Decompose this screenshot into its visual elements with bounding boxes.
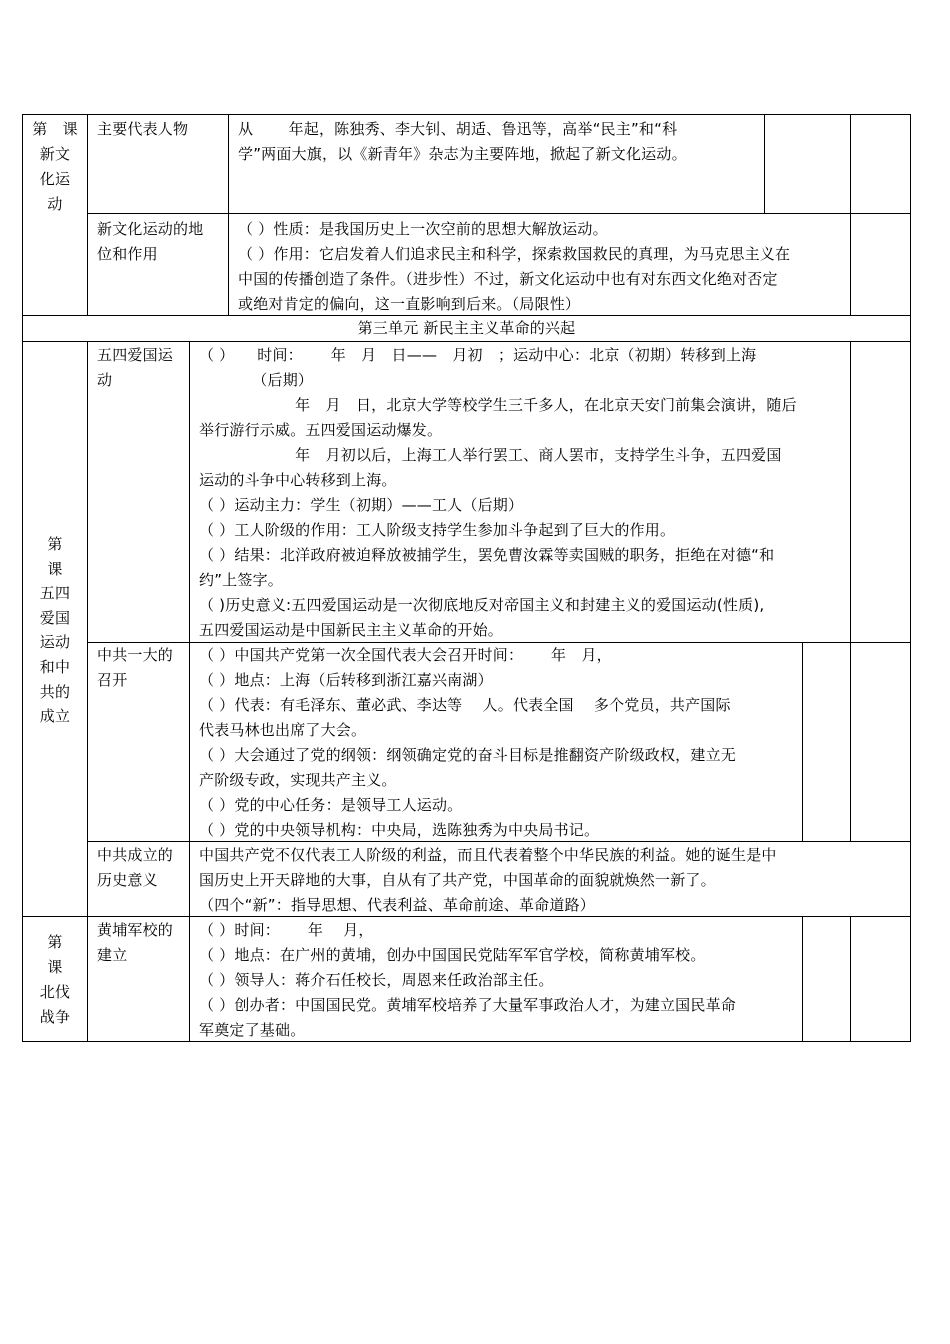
content-line: 举行游行示威。五四爱国运动爆发。 <box>199 421 443 439</box>
content-line: 代表马林也出席了大会。 <box>199 721 367 739</box>
content-line: 学”两面大旗，以《新青年》杂志为主要阵地，掀起了新文化运动。 <box>238 145 687 163</box>
topic-content-representatives <box>238 117 687 167</box>
lesson-label-line: 化运 <box>39 170 71 188</box>
topic-title-cpc-significance <box>97 843 173 893</box>
content-line: 或绝对肯定的偏向，这一直影响到后来。（局限性） <box>238 295 581 313</box>
lesson-label-line: 五四 <box>39 584 71 603</box>
column-divider <box>228 114 229 316</box>
title-line: 中共一大的 <box>97 646 174 664</box>
content-line: 年 月初以后，上海工人举行罢工、商人罢市，支持学生斗争，五四爱国 <box>199 446 782 464</box>
content-line: （ ）党的中心任务：是领导工人运动。 <box>199 796 463 814</box>
content-line: （四个“新”：指导思想、代表利益、革命前途、革命道路） <box>199 896 595 914</box>
row-divider <box>88 213 911 214</box>
topic-title-representatives: 主要代表人物 <box>97 120 189 138</box>
title-line: 新文化运动的地 <box>97 220 204 238</box>
lesson-label-line: 课 <box>47 559 63 578</box>
title-line: 中共成立的 <box>97 846 174 864</box>
content-line: （ ）代表：有毛泽东、董必武、李达等 人。代表全国 多个党员，共产国际 <box>199 696 731 714</box>
topic-title-status-role <box>97 217 203 267</box>
title-line: 建立 <box>97 946 128 964</box>
lesson-label-line: 课 <box>47 958 63 976</box>
lesson-label-may-fourth <box>22 532 88 729</box>
content-line: （ ）领导人：蒋介石任校长，周恩来任政治部主任。 <box>199 971 554 989</box>
row-divider <box>22 341 911 342</box>
lesson-label-new-culture <box>22 117 88 217</box>
content-line: （ ）地点：上海（后转移到浙江嘉兴南湖） <box>199 671 493 689</box>
content-line: （ ）性质：是我国历史上一次空前的思想大解放运动。 <box>238 220 608 238</box>
column-divider <box>764 114 765 214</box>
column-divider <box>850 642 851 842</box>
lesson-label-line: 新文 <box>39 145 71 163</box>
content-line: （ ）作用：它启发着人们追求民主和科学，探索救国救民的真理，为马克思主义在 <box>238 245 791 263</box>
topic-content-first-congress <box>199 643 736 843</box>
content-line: （ ）中国共产党第一次全国代表大会召开时间： 年 月， <box>199 646 612 664</box>
title-line: 位和作用 <box>97 245 158 263</box>
content-line: （ ） 时间： 年 月 日—— 月初 ；运动中心：北京（初期）转移到上海 <box>199 346 757 364</box>
column-divider <box>850 916 851 1042</box>
title-line: 召开 <box>97 671 128 689</box>
table-border-right <box>910 114 911 1042</box>
lesson-label-line: 爱国 <box>39 608 71 627</box>
title-line: 动 <box>97 371 113 389</box>
topic-title-whampoa <box>97 918 173 968</box>
column-divider <box>850 114 851 316</box>
topic-content-may-fourth <box>199 343 797 643</box>
column-divider <box>802 642 803 842</box>
content-line: 运动的斗争中心转移到上海。 <box>199 471 397 489</box>
content-line: 国历史上开天辟地的大事，自从有了共产党，中国革命的面貌就焕然一新了。 <box>199 871 716 889</box>
topic-title-first-congress <box>97 643 173 693</box>
lesson-label-northern-expedition <box>22 930 88 1030</box>
content-line: （后期） <box>199 371 314 389</box>
content-line: 从 年起，陈独秀、李大钊、胡适、鲁迅等，高举“民主”和“科 <box>238 120 678 138</box>
content-line: （ ）时间： 年 月， <box>199 921 374 939</box>
content-line: 年 月 日，北京大学等校学生三千多人，在北京天安门前集会演讲，随后 <box>199 396 797 414</box>
column-divider <box>802 916 803 1042</box>
title-line: 五四爱国运 <box>97 346 174 364</box>
content-line: 军奠定了基础。 <box>199 1021 306 1039</box>
content-line: 五四爱国运动是中国新民主主义革命的开始。 <box>199 621 504 639</box>
lesson-label-line: 动 <box>47 195 63 213</box>
lesson-label-line: 第 <box>47 933 63 951</box>
content-line: （ )历史意义:五四爱国运动是一次彻底地反对帝国主义和封建主义的爱国运动(性质), <box>199 596 765 614</box>
content-line: （ ）党的中央领导机构：中央局，选陈独秀为中央局书记。 <box>199 821 600 839</box>
topic-content-status-role <box>238 217 790 317</box>
lesson-label-line: 运动 <box>39 633 71 652</box>
unit-title: 第三单元 新民主主义革命的兴起 <box>357 319 576 337</box>
topic-content-whampoa <box>199 918 736 1043</box>
title-line: 历史意义 <box>97 871 158 889</box>
lesson-label-line: 战争 <box>39 1008 71 1026</box>
title-line: 黄埔军校的 <box>97 921 174 939</box>
lesson-label-line: 第 <box>47 535 63 553</box>
content-line: 约”上签字。 <box>199 571 283 589</box>
content-line: （ ）运动主力：学生（初期）——工人（后期） <box>199 496 524 514</box>
column-divider <box>850 341 851 643</box>
content-line: （ ）创办者：中国国民党。黄埔军校培养了大量军事政治人才，为建立国民革命 <box>199 996 736 1014</box>
lesson-label-line: 北伐 <box>39 983 71 1001</box>
content-line: 中国共产党不仅代表工人阶级的利益，而且代表着整个中华民族的利益。她的诞生是中 <box>199 846 777 864</box>
content-line: （ ）大会通过了党的纲领：纲领确定党的奋斗目标是推翻资产阶级政权，建立无 <box>199 746 736 764</box>
table-border-top <box>22 114 911 115</box>
content-line: 中国的传播创造了条件。（进步性）不过，新文化运动中也有对东西文化绝对否定 <box>238 270 778 288</box>
lesson-label-line: 和中 <box>39 657 71 676</box>
lesson-label-line: 成立 <box>39 707 71 726</box>
content-line: （ ）结果：北洋政府被迫释放被捕学生，罢免曹汝霖等卖国贼的职务，拒绝在对德“和 <box>199 546 775 564</box>
column-divider <box>189 341 190 1042</box>
content-line: （ ）地点：在广州的黄埔，创办中国国民党陆军军官学校，简称黄埔军校。 <box>199 946 706 964</box>
lesson-label-line: 第 课 <box>32 120 78 138</box>
topic-content-cpc-significance <box>199 843 777 918</box>
content-line: 产阶级专政，实现共产主义。 <box>199 771 397 789</box>
content-line: （ ）工人阶级的作用：工人阶级支持学生参加斗争起到了巨大的作用。 <box>199 521 676 539</box>
lesson-label-line: 共的 <box>39 682 71 701</box>
topic-title-may-fourth <box>97 343 173 393</box>
